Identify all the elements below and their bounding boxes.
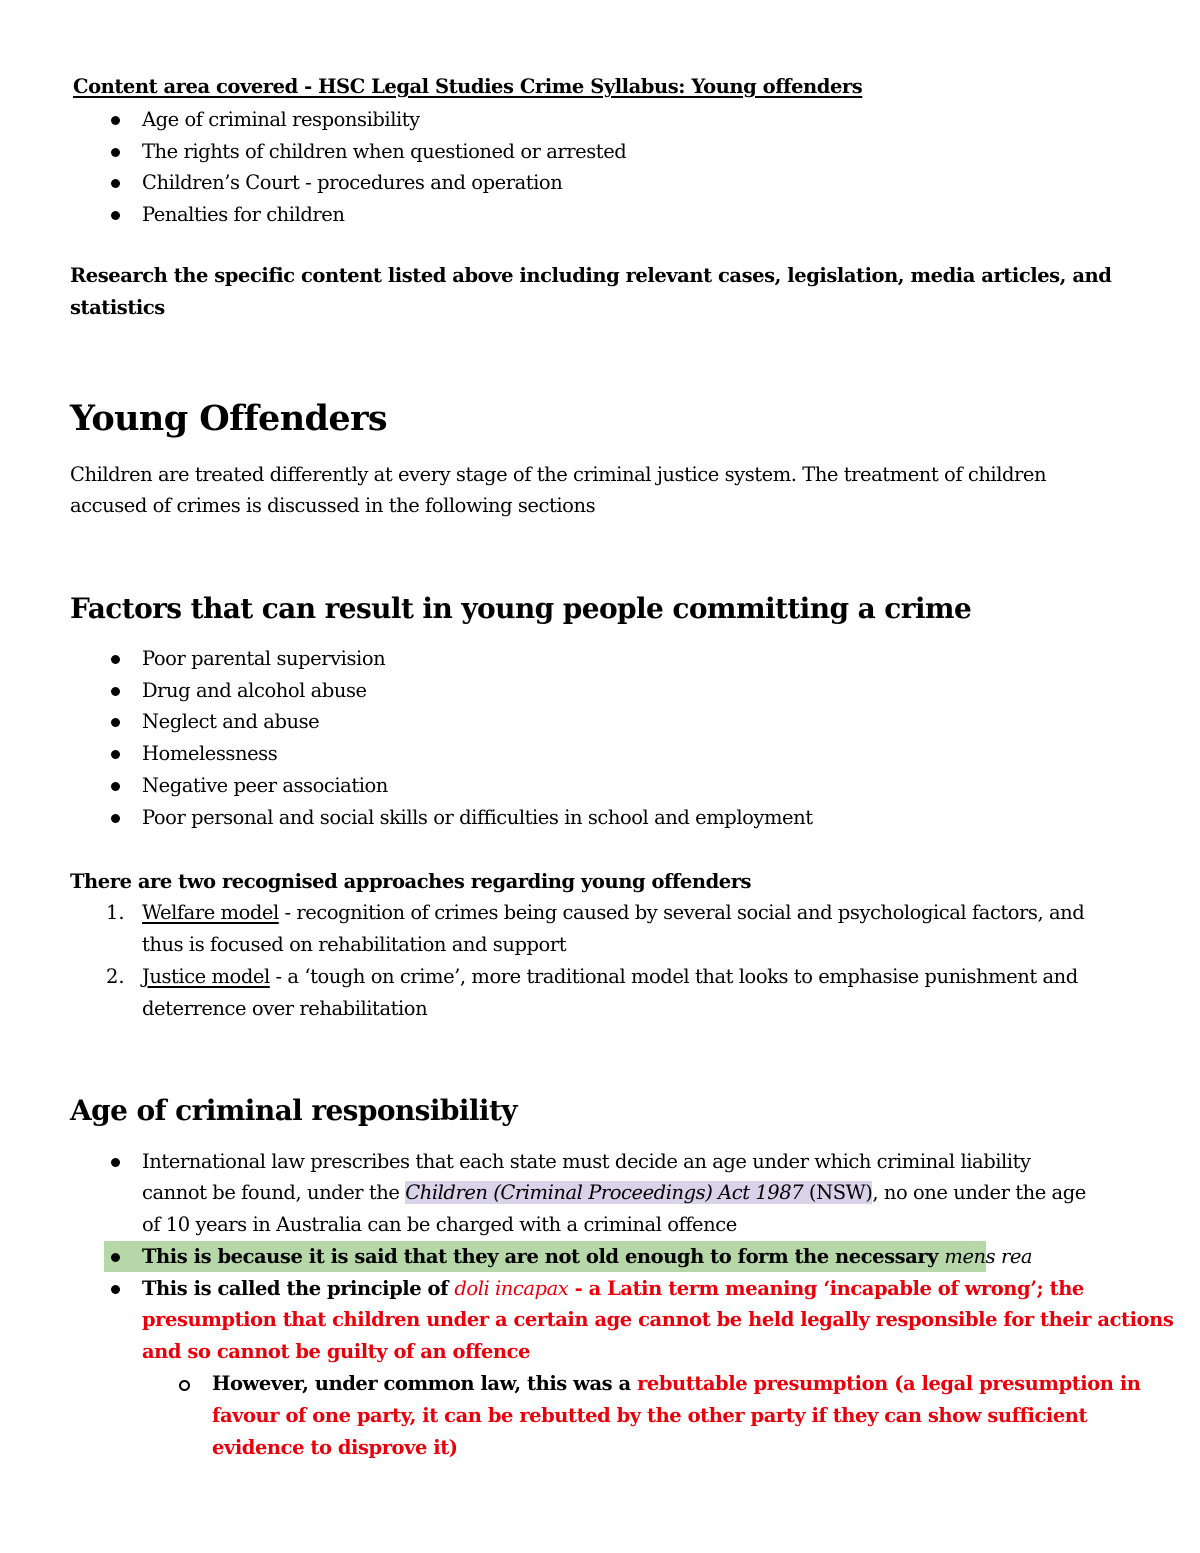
text-run: , no one under the age (872, 1181, 1086, 1204)
list-number: 2. (106, 965, 125, 988)
doli-incapax-term: doli incapax (454, 1277, 569, 1300)
intro-paragraph-line1: Children are treated differently at every stage of the criminal justice system. The treatment of children (70, 463, 1047, 486)
bullet-dot (111, 1285, 120, 1294)
syllabus-item: Age of criminal responsibility (142, 108, 420, 131)
welfare-model-description: - recognition of crimes being caused by several social and psychological factors, and (278, 901, 1085, 924)
bullet-dot (111, 211, 120, 220)
intro-paragraph-line2: accused of crimes is discussed in the following sections (70, 494, 596, 517)
page-title: Young Offenders (70, 398, 388, 439)
bullet-dot (111, 116, 120, 125)
text-run: This is called the principle of (142, 1277, 455, 1300)
justice-model-line2: deterrence over rehabilitation (142, 997, 428, 1020)
age-bullet1-line3: of 10 years in Australia can be charged with a criminal offence (142, 1213, 737, 1236)
justice-model-line1 (142, 961, 1078, 993)
bullet-dot (111, 1158, 120, 1167)
factor-item: Poor parental supervision (142, 647, 386, 670)
age-bullet3-line3: and so cannot be guilty of an offence (142, 1340, 531, 1363)
research-instruction-line1: Research the specific content listed above including relevant cases, legislation, media articles, and (70, 264, 1112, 287)
text-run: rebuttable presumption (a legal presumption in (637, 1372, 1141, 1395)
age-bullet1-line1: International law prescribes that each state must decide an age under which criminal liability (142, 1150, 1031, 1173)
age-bullet1-line2 (142, 1177, 1086, 1209)
syllabus-item: Children’s Court - procedures and operation (142, 171, 563, 194)
research-instruction-line2: statistics (70, 296, 165, 319)
text-run: This is because it is said that they are not old enough to form the necessary (142, 1245, 945, 1268)
sub-bullet-line1 (212, 1368, 1141, 1400)
welfare-model-term: Welfare model (142, 901, 279, 924)
bullet-dot (111, 782, 120, 791)
bullet-dot (111, 179, 120, 188)
approaches-lead: There are two recognised approaches regarding young offenders (70, 870, 752, 893)
act-citation (405, 1181, 872, 1204)
welfare-model-line1 (142, 897, 1084, 929)
bullet-dot (111, 687, 120, 696)
act-name: Children (Criminal Proceedings) Act 1987 (405, 1181, 804, 1204)
factor-item: Homelessness (142, 742, 278, 765)
factor-item: Poor personal and social skills or difficulties in school and employment (142, 806, 813, 829)
sub-bullet-line2: favour of one party, it can be rebutted by the other party if they can show sufficient (212, 1404, 1088, 1427)
age-bullet3-line1 (142, 1273, 1084, 1305)
mens-rea-term: mens rea (944, 1245, 1033, 1268)
bullet-dot (111, 1253, 120, 1262)
age-bullet3-line2: presumption that children under a certain age cannot be held legally responsible for their actions (142, 1308, 1174, 1331)
factor-item: Neglect and abuse (142, 710, 320, 733)
factors-heading: Factors that can result in young people committing a crime (70, 592, 972, 625)
bullet-dot (111, 718, 120, 727)
bullet-dot (111, 655, 120, 664)
sub-bullet-circle (179, 1380, 190, 1391)
bullet-dot (111, 750, 120, 759)
syllabus-item: Penalties for children (142, 203, 345, 226)
bullet-dot (111, 148, 120, 157)
text-run: However, under common law, this was a (212, 1372, 638, 1395)
factor-item: Negative peer association (142, 774, 388, 797)
syllabus-heading: Content area covered - HSC Legal Studies Crime Syllabus: Young offenders (73, 75, 863, 98)
sub-bullet-line3: evidence to disprove it) (212, 1436, 458, 1459)
justice-model-description: - a ‘tough on crime’, more traditional model that looks to emphasise punishment and (269, 965, 1078, 988)
text-run: - a Latin term meaning ‘incapable of wrong’; the (568, 1277, 1084, 1300)
text-run: cannot be found, under the (142, 1181, 406, 1204)
list-number: 1. (106, 901, 125, 924)
age-bullet2 (142, 1241, 1032, 1273)
age-responsibility-heading: Age of criminal responsibility (70, 1094, 517, 1127)
act-jurisdiction: (NSW) (803, 1181, 873, 1204)
welfare-model-line2: thus is focused on rehabilitation and support (142, 933, 567, 956)
syllabus-item: The rights of children when questioned or arrested (142, 140, 627, 163)
bullet-dot (111, 814, 120, 823)
factor-item: Drug and alcohol abuse (142, 679, 367, 702)
justice-model-term: Justice model (142, 965, 270, 988)
